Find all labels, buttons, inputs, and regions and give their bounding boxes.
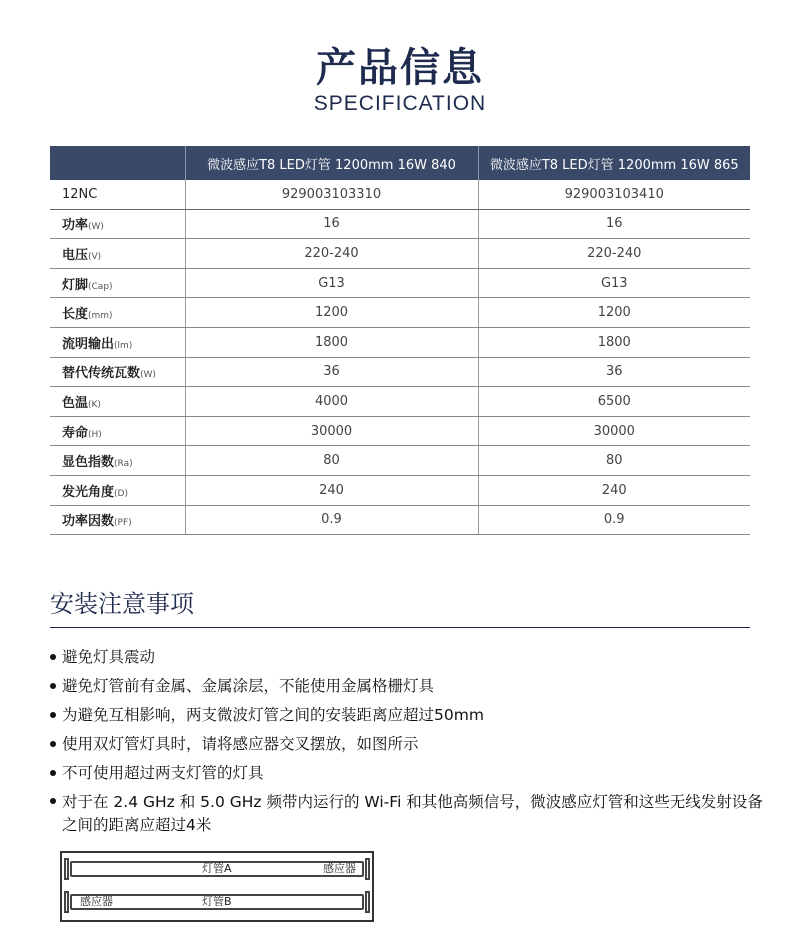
row-unit: (D) — [114, 488, 128, 499]
cell-840: 220-240 — [185, 239, 478, 269]
row-label-text: 流明输出 — [62, 336, 115, 352]
cell-865: 16 — [478, 209, 750, 239]
row-unit: (mm) — [88, 311, 113, 322]
table-row — [50, 268, 750, 298]
table-row — [50, 298, 750, 328]
table-row — [50, 446, 750, 476]
table-row — [50, 239, 750, 269]
row-label-text: 功率 — [62, 218, 89, 234]
page-subtitle: SPECIFICATION — [313, 92, 487, 115]
bullet-icon — [50, 798, 56, 804]
row-label-text: 替代传统瓦数 — [62, 366, 141, 382]
row-unit: (V) — [88, 251, 102, 262]
installation-diagram — [60, 851, 374, 922]
cell-840: 0.9 — [185, 505, 478, 535]
tube-b — [70, 894, 364, 910]
table-row — [50, 416, 750, 446]
bullet-icon — [50, 770, 56, 776]
cell-865: 30000 — [478, 416, 750, 446]
cell-865: 36 — [478, 357, 750, 387]
bullet-icon — [50, 654, 56, 660]
cell-840: 16 — [185, 209, 478, 239]
list-item-text: 避免灯管前有金属、金属涂层，不能使用金属格栅灯具 — [62, 677, 435, 695]
notes-title: 安装注意事项 — [50, 590, 194, 618]
cell-840: 4000 — [185, 387, 478, 417]
sensor-a-label: 感应器 — [323, 862, 356, 875]
tube-b-label: 灯管B — [202, 895, 232, 908]
cell-840: 929003103310 — [185, 180, 478, 209]
table-row — [50, 505, 750, 535]
row-label — [50, 505, 185, 535]
row-unit: (W) — [140, 370, 156, 381]
header-cell-empty — [50, 146, 185, 180]
row-label — [50, 180, 185, 209]
cell-865: 220-240 — [478, 239, 750, 269]
row-label-text: 电压 — [62, 247, 89, 263]
list-item — [50, 759, 770, 788]
row-label — [50, 475, 185, 505]
row-label — [50, 446, 185, 476]
cell-840: 30000 — [185, 416, 478, 446]
cell-865: 6500 — [478, 387, 750, 417]
row-label-text: 12NC — [62, 186, 98, 202]
list-item-text: 不可使用超过两支灯管的灯具 — [62, 764, 264, 782]
cell-865: 1800 — [478, 327, 750, 357]
row-label — [50, 268, 185, 298]
list-item-text: 为避免互相影响，两支微波灯管之间的安装距离应超过50mm — [62, 706, 484, 724]
header-cell-865: 微波感应T8 LED灯管 1200mm 16W 865 — [478, 146, 750, 180]
cell-865: 0.9 — [478, 505, 750, 535]
table-row — [50, 387, 750, 417]
list-item — [50, 701, 770, 730]
cell-840: G13 — [185, 268, 478, 298]
row-label-text: 发光角度 — [62, 484, 115, 500]
page-title: 产品信息 — [316, 45, 484, 91]
row-label — [50, 239, 185, 269]
tube-b-right-cap — [365, 891, 370, 913]
row-label — [50, 327, 185, 357]
row-unit: (W) — [88, 222, 104, 233]
cell-865: 240 — [478, 475, 750, 505]
row-unit: (PF) — [114, 518, 132, 529]
cell-865: 1200 — [478, 298, 750, 328]
header-cell-840: 微波感应T8 LED灯管 1200mm 16W 840 — [185, 146, 478, 180]
row-label-text: 功率因数 — [62, 514, 115, 530]
row-unit: (K) — [88, 399, 101, 410]
table-row — [50, 327, 750, 357]
cell-865: 80 — [478, 446, 750, 476]
bullet-icon — [50, 741, 56, 747]
list-item — [50, 788, 770, 837]
cell-840: 36 — [185, 357, 478, 387]
table-row — [50, 357, 750, 387]
row-unit: (Ra) — [114, 459, 133, 470]
spec-table-header — [50, 146, 750, 180]
cell-840: 80 — [185, 446, 478, 476]
cell-865: G13 — [478, 268, 750, 298]
row-unit: (lm) — [114, 340, 133, 351]
table-row — [50, 475, 750, 505]
row-label — [50, 357, 185, 387]
spec-table — [50, 146, 750, 535]
cell-840: 1200 — [185, 298, 478, 328]
cell-840: 240 — [185, 475, 478, 505]
bullet-icon — [50, 683, 56, 689]
list-item — [50, 672, 770, 701]
row-label — [50, 416, 185, 446]
tube-a-left-cap — [64, 858, 69, 880]
table-row — [50, 209, 750, 239]
notes-list — [50, 643, 770, 837]
cell-865: 929003103410 — [478, 180, 750, 209]
sensor-b-label: 感应器 — [80, 895, 113, 908]
list-item-text: 使用双灯管灯具时，请将感应器交叉摆放，如图所示 — [62, 735, 419, 753]
tube-a-right-cap — [365, 858, 370, 880]
list-item — [50, 730, 770, 759]
list-item — [50, 643, 770, 672]
tube-a-label: 灯管A — [202, 862, 232, 875]
tube-b-left-cap — [64, 891, 69, 913]
row-label-text: 寿命 — [62, 425, 89, 441]
row-label-text: 色温 — [62, 395, 89, 411]
tube-a — [70, 861, 364, 877]
row-label — [50, 209, 185, 239]
list-item-text: 对于在 2.4 GHz 和 5.0 GHz 频带内运行的 Wi-Fi 和其他高频信号，微波感应灯管和这些无线发射设备之间的距离应超过4米 — [62, 793, 763, 834]
row-label — [50, 387, 185, 417]
table-row — [50, 180, 750, 209]
row-label-text: 灯脚 — [62, 277, 89, 293]
cell-840: 1800 — [185, 327, 478, 357]
row-label-text: 长度 — [62, 307, 89, 323]
row-unit: (H) — [88, 429, 102, 440]
bullet-icon — [50, 712, 56, 718]
notes-divider — [50, 627, 750, 628]
row-label — [50, 298, 185, 328]
row-label-text: 显色指数 — [62, 455, 115, 471]
row-unit: (Cap) — [88, 281, 113, 292]
list-item-text: 避免灯具震动 — [62, 648, 156, 666]
